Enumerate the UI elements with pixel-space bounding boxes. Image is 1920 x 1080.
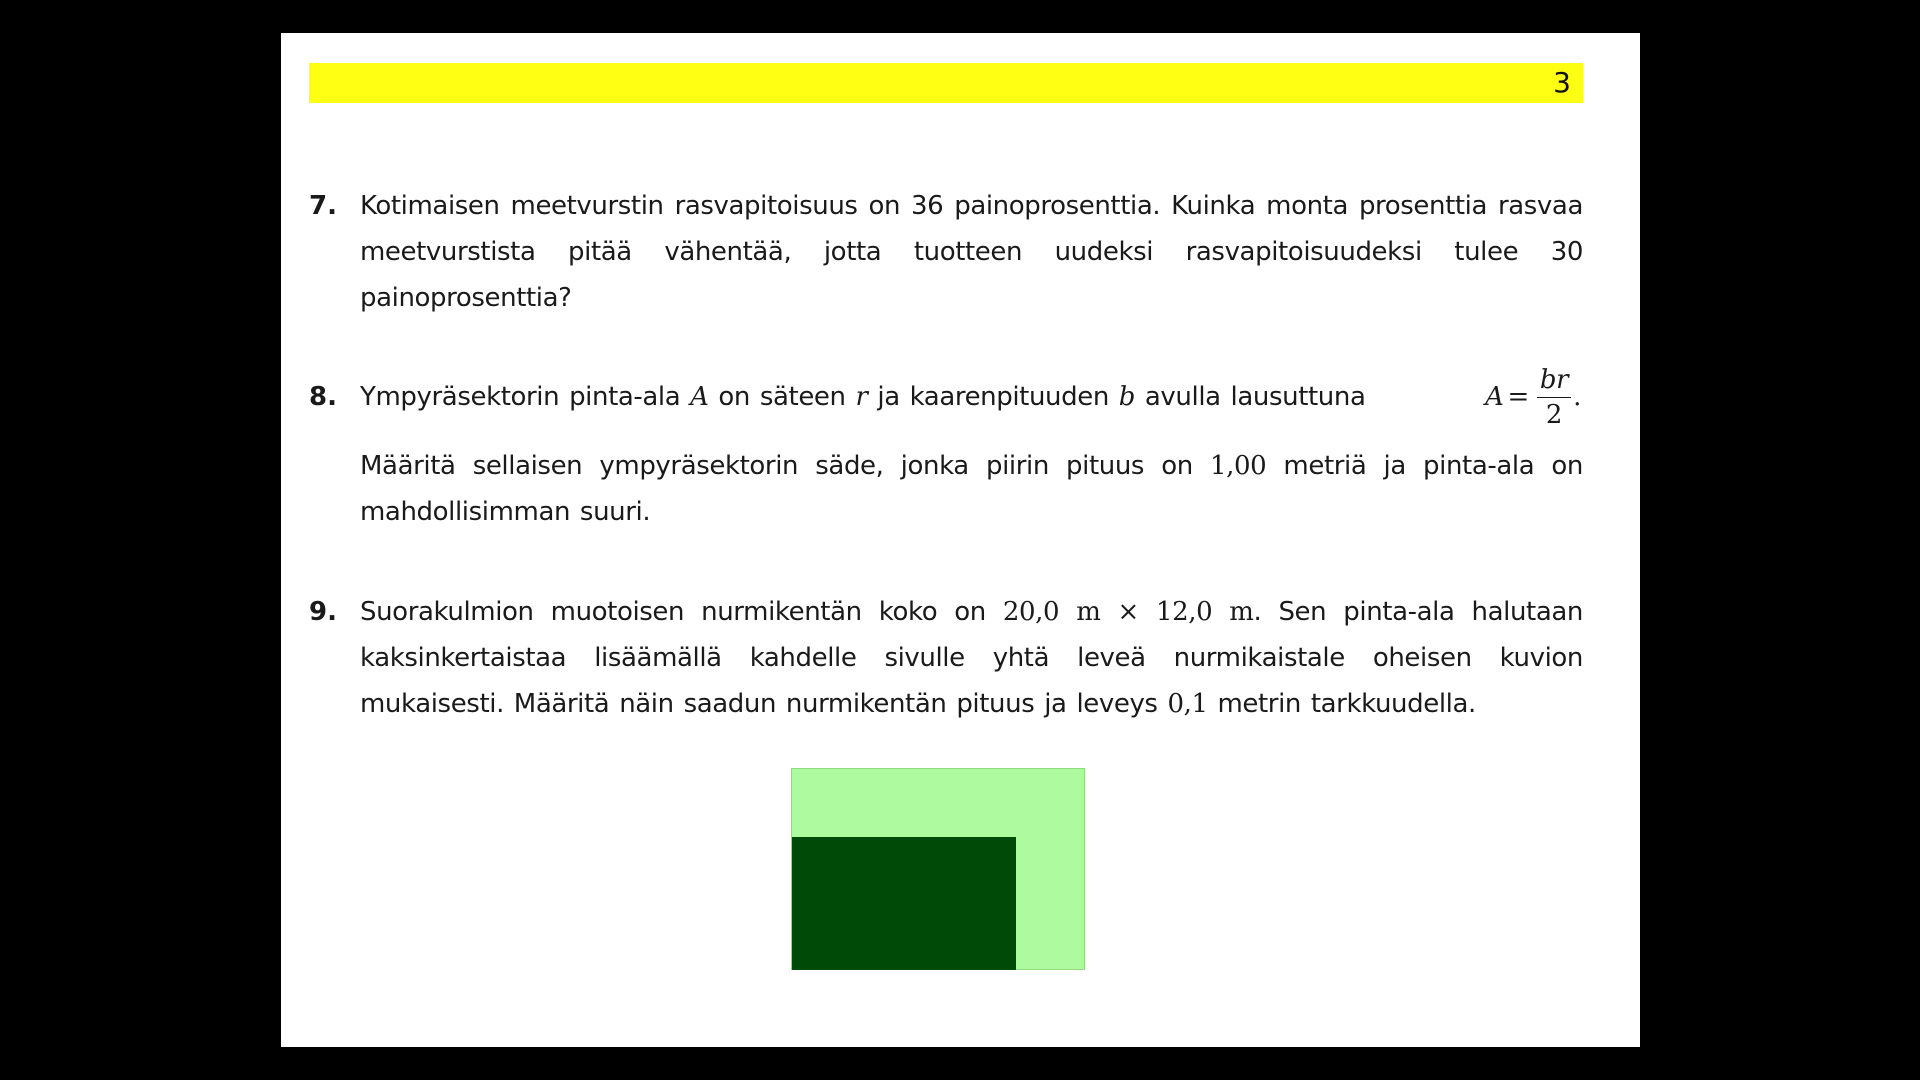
formula-period: . (1573, 382, 1581, 412)
variable-r: r (855, 382, 868, 412)
problem-text (360, 351, 1583, 535)
original-lawn-area (792, 837, 1016, 970)
fraction-denominator: 2 (1545, 399, 1563, 430)
lawn-figure (791, 768, 1085, 970)
problem-7-text: Kotimaisen meetvurstin rasvapitoisuus on 36 painoprosenttia. Kuinka monta prosenttia rasvaa meetvurstista pitää vähentää, jotta tuotteen uudeksi rasvapitoisuudeksi tulee 30 painoprosenttia? (360, 191, 1583, 313)
text-segment: Määritä sellaisen ympyräsektorin säde, jonka piirin pituus on (360, 451, 1210, 481)
text-segment: Suorakulmion muotoisen nurmikentän koko on (360, 597, 1003, 627)
problem-number: 8. (309, 382, 337, 412)
text-segment: metrin tarkkuudella. (1207, 689, 1476, 719)
variable-b: b (1118, 382, 1136, 412)
precision-value: 0,1 (1167, 689, 1208, 719)
problem-number: 9. (309, 597, 337, 627)
perimeter-value: 1,00 (1209, 451, 1267, 481)
times-sign: × (1100, 597, 1156, 627)
formula-equals: = (1507, 382, 1529, 412)
lawn-length: 20,0 m (1002, 597, 1101, 627)
variable-a: A (690, 382, 709, 412)
fraction-numerator: br (1537, 363, 1571, 398)
problem-9 (309, 589, 1583, 727)
problem-text (360, 183, 1583, 321)
problem-8-body (360, 443, 1583, 535)
text-segment: Ympyräsektorin pinta-ala (360, 382, 691, 412)
document-page (281, 33, 1640, 1047)
formula-lhs: A (1485, 382, 1504, 412)
formula-fraction (1537, 363, 1571, 432)
problem-7 (309, 183, 1583, 321)
problem-9-body (360, 589, 1583, 727)
area-formula (1485, 351, 1581, 443)
page-number: 3 (1553, 66, 1571, 99)
text-segment: metriä ja pinta-ala on mahdollisimman suuri. (360, 451, 1583, 527)
problem-8 (309, 351, 1583, 535)
text-segment: . Sen pinta-ala halutaan kaksinkertaistaa lisäämällä kahdelle sivulle yhtä leveä nurmikaistale oheisen kuvion mukaisesti. Määritä näin saadun nurmikentän pituus ja leveys (360, 597, 1583, 719)
lawn-width: 12,0 m (1155, 597, 1254, 627)
problem-8-intro-line (360, 351, 1583, 443)
text-segment: on säteen (708, 382, 856, 412)
text-segment: avulla lausuttuna (1135, 382, 1366, 412)
problem-number: 7. (309, 191, 337, 221)
page-header-bar (309, 63, 1583, 103)
problem-text (360, 589, 1583, 727)
text-segment: ja kaarenpituuden (867, 382, 1119, 412)
